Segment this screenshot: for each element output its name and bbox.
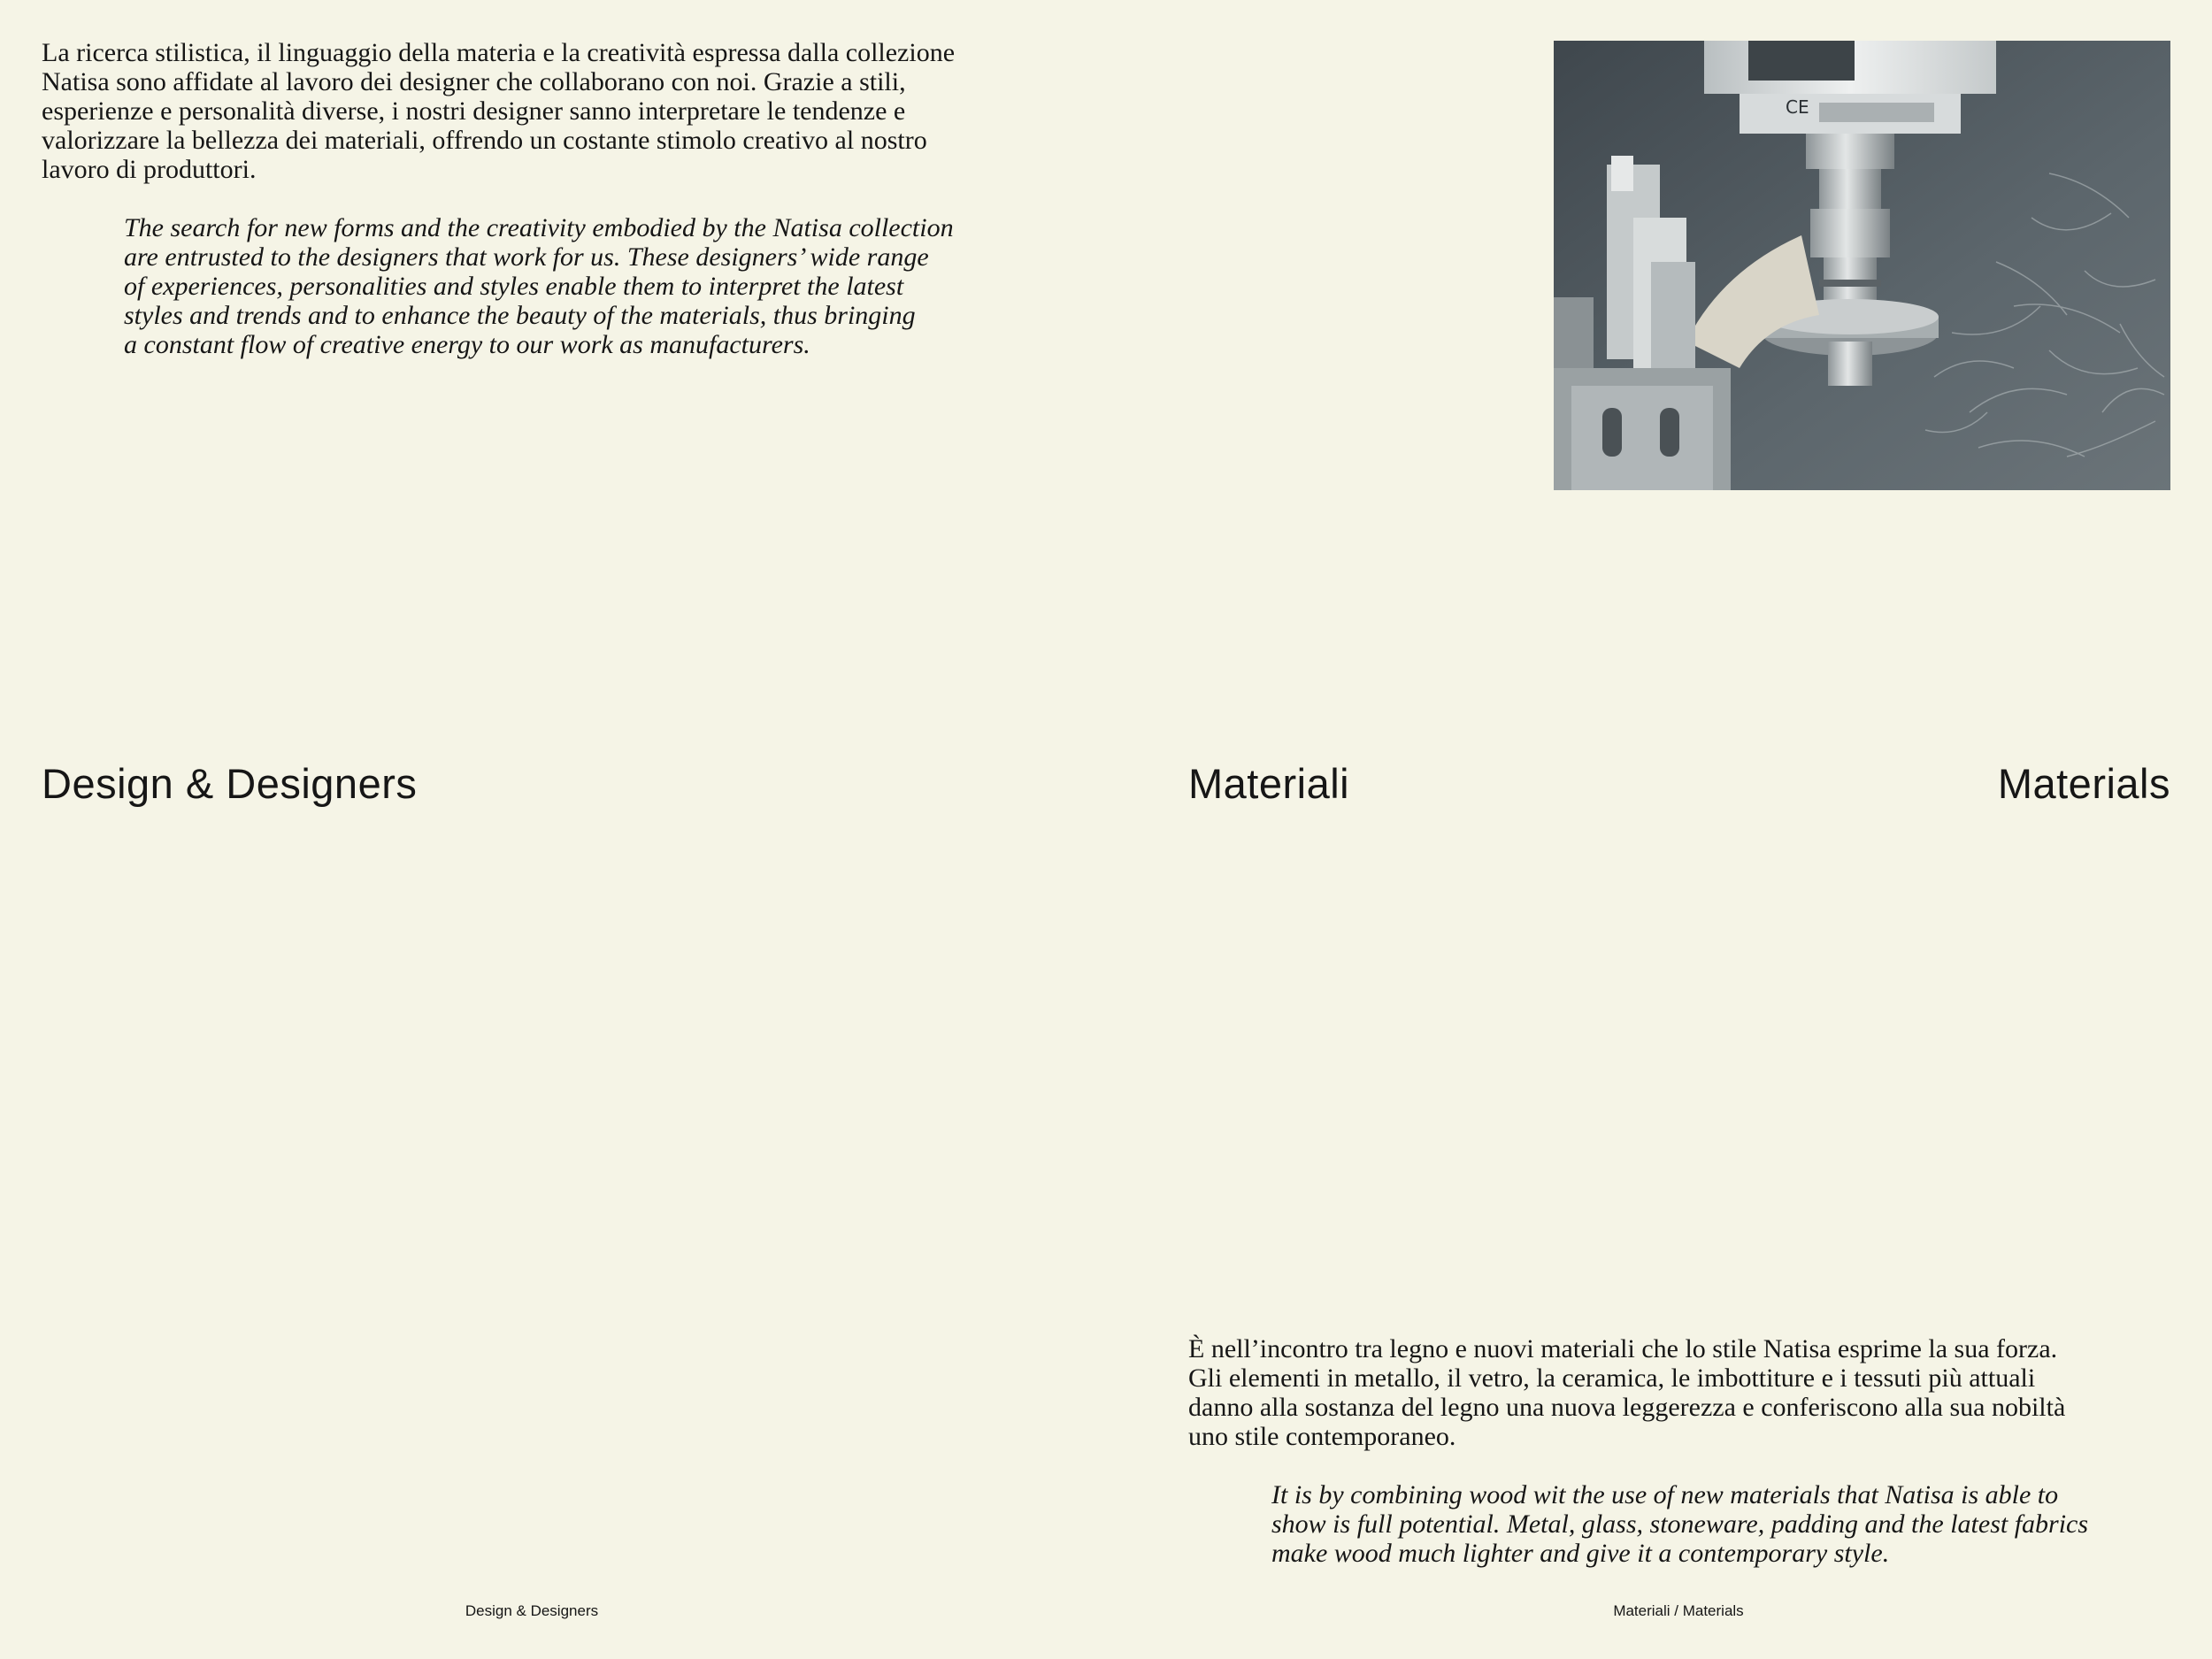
materials-body-italian: È nell’incontro tra legno e nuovi materiali che lo stile Natisa esprime la sua forza. Gli elementi in metallo, il vetro, la ceramica, le imbottiture e i tessuti più attuali danno alla sostanza del legno una nuova leggerezza e conferiscono alla sua nobiltà uno stile contemporaneo. bbox=[1188, 1334, 2066, 1451]
cnc-machine-photo bbox=[1554, 41, 2170, 490]
right-page bbox=[1106, 0, 2212, 1659]
cnc-milling-illustration bbox=[1554, 41, 2170, 490]
design-intro-english: The search for new forms and the creativity embodied by the Natisa collection are entrusted to the designers that work for us. These designers’ wide range of experiences, personalities and styles enable them to interpret the latest styles and trends and to enhance the beauty of the materials, thus bringing a constant flow of creative energy to our work as manufacturers. bbox=[124, 213, 954, 359]
ce-marking: CE bbox=[1786, 96, 1809, 118]
materials-heading-italian: Materiali bbox=[1188, 760, 1350, 807]
right-footer: Materiali / Materials bbox=[1613, 1602, 1744, 1619]
design-heading: Design & Designers bbox=[42, 760, 418, 807]
left-footer: Design & Designers bbox=[465, 1602, 599, 1619]
materials-body-english: It is by combining wood wit the use of new materials that Natisa is able to show is full potential. Metal, glass, stoneware, padding and the latest fabrics make wood much lighter and give it a contemporary style. bbox=[1271, 1480, 2089, 1568]
design-intro-italian: La ricerca stilistica, il linguaggio della materia e la creatività espressa dalla collezione Natisa sono affidate al lavoro dei designer che collaborano con noi. Grazie a stili, esperienze e personalità diverse, i nostri designer sanno interpretare le tendenze e valorizzare la bellezza dei materiali, offrendo un costante stimolo creativo al nostro lavoro di produttori. bbox=[42, 38, 956, 184]
materials-heading-english: Materials bbox=[1997, 760, 2170, 807]
